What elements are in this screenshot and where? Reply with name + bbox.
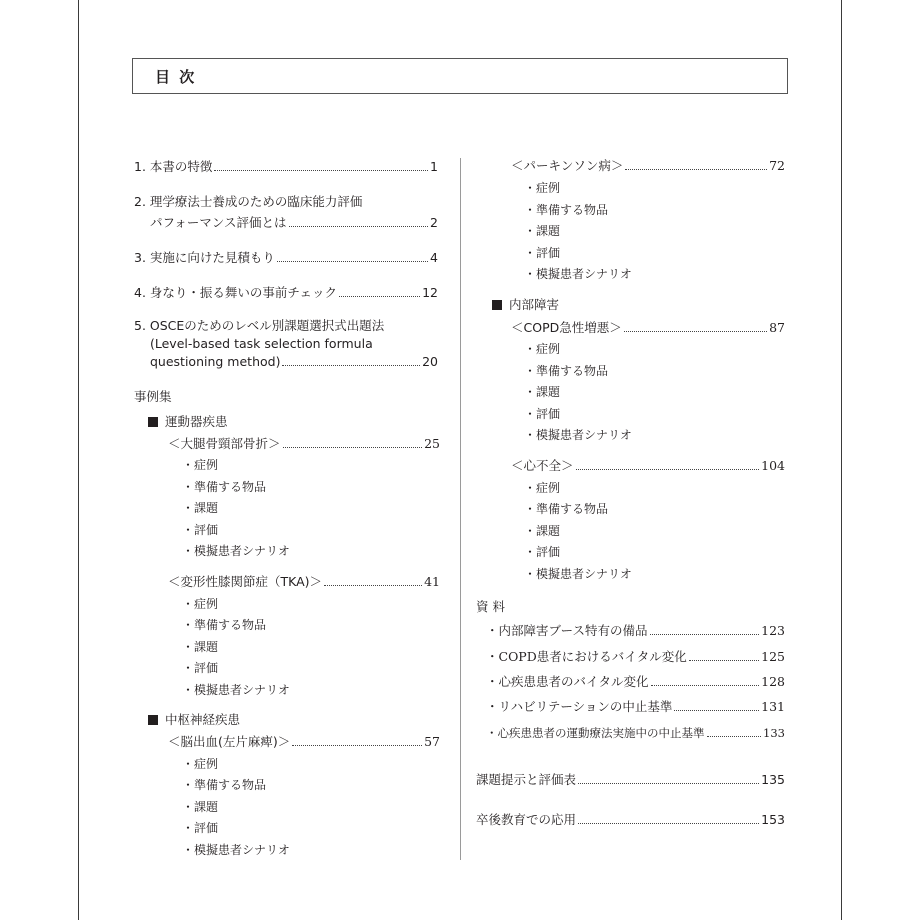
- subitem-task: ・課題: [182, 800, 219, 814]
- category-cns: 中枢神経疾患: [148, 712, 240, 728]
- toc-entry-1[interactable]: 1. 本書の特徴 1: [134, 159, 438, 174]
- disease-entry-femoral-neck[interactable]: ＜大腿骨頸部骨折＞ 25: [168, 436, 440, 451]
- subitem-evaluation: ・評価: [524, 545, 561, 559]
- subitem-scenario: ・模擬患者シナリオ: [182, 843, 290, 857]
- subitem-scenario: ・模擬患者シナリオ: [524, 428, 632, 442]
- subitem-case: ・症例: [524, 342, 561, 356]
- disease-entry-heart-failure[interactable]: ＜心不全＞ 104: [511, 458, 785, 473]
- toc-entry-2[interactable]: パフォーマンス評価とは 2: [150, 215, 438, 230]
- subitem-evaluation: ・評価: [182, 523, 219, 537]
- toc-entry-task-presentation[interactable]: 課題提示と評価表 135: [476, 772, 785, 787]
- material-entry-4[interactable]: ・リハビリテーションの中止基準 131: [486, 699, 785, 714]
- subitem-supplies: ・準備する物品: [182, 480, 267, 494]
- subitem-case: ・症例: [524, 481, 561, 495]
- subitem-task: ・課題: [182, 501, 219, 515]
- subitem-task: ・課題: [524, 524, 561, 538]
- subitem-scenario: ・模擬患者シナリオ: [182, 683, 290, 697]
- toc-entry-5-line1[interactable]: 5. OSCEのためのレベル別課題選択式出題法: [134, 318, 385, 333]
- toc-entry-postgraduate[interactable]: 卒後教育での応用 153: [476, 812, 785, 827]
- square-bullet-icon: [148, 417, 158, 427]
- subitem-supplies: ・準備する物品: [182, 778, 267, 792]
- subitem-scenario: ・模擬患者シナリオ: [524, 567, 632, 581]
- disease-entry-cerebral-hemorrhage[interactable]: ＜脳出血(左片麻痺)＞ 57: [168, 734, 440, 749]
- subitem-task: ・課題: [182, 640, 219, 654]
- disease-entry-copd[interactable]: ＜COPD急性増悪＞ 87: [511, 320, 785, 335]
- column-divider: [460, 158, 461, 860]
- subitem-evaluation: ・評価: [524, 407, 561, 421]
- subitem-scenario: ・模擬患者シナリオ: [182, 544, 290, 558]
- subitem-evaluation: ・評価: [182, 661, 219, 675]
- material-entry-5[interactable]: ・心疾患患者の運動療法実施中の中止基準 133: [486, 726, 785, 740]
- subitem-case: ・症例: [182, 458, 219, 472]
- subitem-task: ・課題: [524, 385, 561, 399]
- toc-entry-5-line2[interactable]: (Level-based task selection formula: [150, 336, 373, 351]
- disease-entry-tka[interactable]: ＜変形性膝関節症（TKA)＞ 41: [168, 574, 440, 589]
- category-internal: 内部障害: [492, 297, 559, 313]
- material-entry-2[interactable]: ・COPD患者におけるバイタル変化 125: [486, 649, 785, 664]
- material-entry-3[interactable]: ・心疾患患者のバイタル変化 128: [486, 674, 785, 689]
- subitem-task: ・課題: [524, 224, 561, 238]
- subitem-case: ・症例: [182, 757, 219, 771]
- subitem-evaluation: ・評価: [524, 246, 561, 260]
- subitem-case: ・症例: [182, 597, 219, 611]
- subitem-supplies: ・準備する物品: [524, 203, 609, 217]
- subitem-supplies: ・準備する物品: [524, 502, 609, 516]
- material-entry-1[interactable]: ・内部障害ブース特有の備品 123: [486, 623, 785, 638]
- toc-entry-3[interactable]: 3. 実施に向けた見積もり 4: [134, 250, 438, 265]
- toc-entry-2-line1[interactable]: 2. 理学療法士養成のための臨床能力評価: [134, 194, 363, 209]
- toc-entry-5[interactable]: questioning method) 20: [150, 354, 438, 369]
- subitem-evaluation: ・評価: [182, 821, 219, 835]
- subitem-supplies: ・準備する物品: [182, 618, 267, 632]
- subitem-case: ・症例: [524, 181, 561, 195]
- page-title: 目 次: [155, 68, 197, 86]
- square-bullet-icon: [492, 300, 502, 310]
- toc-title-box: [132, 58, 788, 94]
- cases-heading: 事例集: [134, 389, 172, 404]
- square-bullet-icon: [148, 715, 158, 725]
- subitem-scenario: ・模擬患者シナリオ: [524, 267, 632, 281]
- category-musculoskeletal: 運動器疾患: [148, 414, 228, 430]
- disease-entry-parkinson[interactable]: ＜パーキンソン病＞ 72: [511, 158, 785, 173]
- materials-heading: 資 料: [476, 599, 505, 614]
- subitem-supplies: ・準備する物品: [524, 364, 609, 378]
- toc-entry-4[interactable]: 4. 身なり・振る舞いの事前チェック 12: [134, 285, 438, 300]
